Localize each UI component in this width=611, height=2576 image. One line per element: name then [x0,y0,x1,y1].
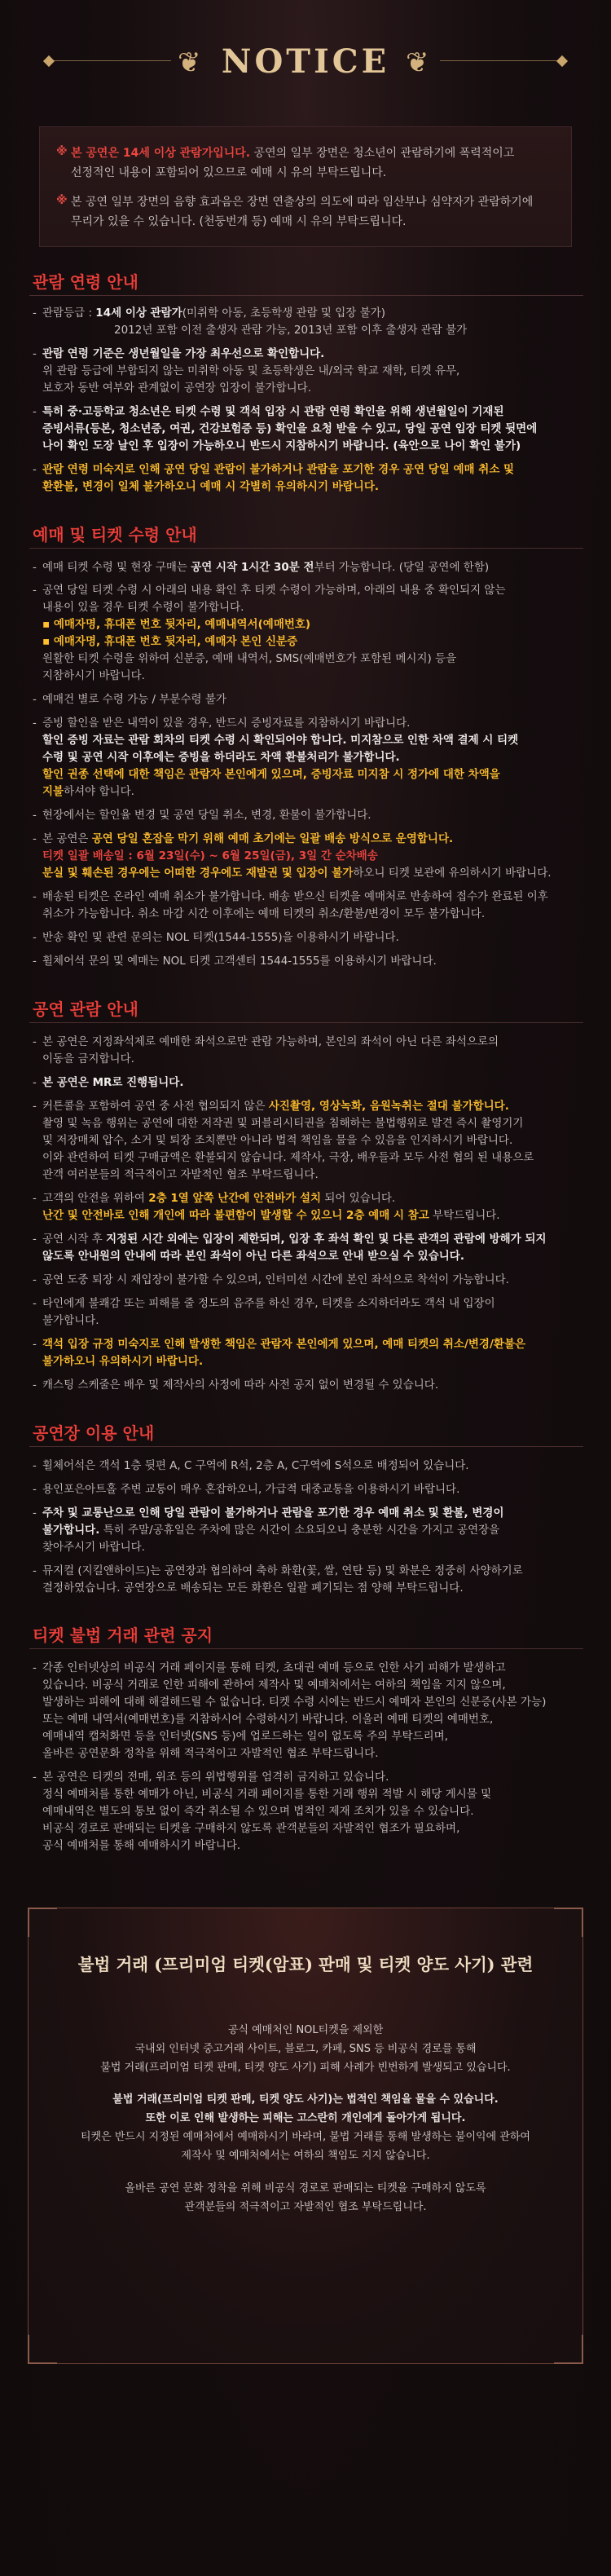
text-line: 예매내역은 별도의 통보 없이 즉각 취소될 수 있으며 법적인 제재 조치가 있을 수 있습니다. [42,1805,474,1818]
text-line: 증빙서류(등본, 청소년증, 여권, 건강보험증 등) 확인을 요청 받을 수 있고, 당일 공연 입장 티켓 뒷면에 [42,422,538,435]
text-line: - 각종 인터넷상의 비공식 거래 페이지를 통해 티켓, 초대권 예매 등으로 인한 사기 피해가 발생하고 [33,1661,506,1674]
text-line: 관객 여러분들의 적극적이고 자발적인 협조 부탁드립니다. [42,1168,319,1181]
text-line: - 본 공연은 지정좌석제로 예매한 좌석으로만 관람 가능하며, 본인의 좌석이 아닌 다른 좌석으로의 [33,1035,499,1048]
delivery-date-line: 티켓 일괄 배송일 : 6월 23일(수) ~ 6월 25일(금), 3일 간 순차배송 [42,849,378,862]
parking-line: - 주차 및 교통난으로 인해 당일 관람이 불가하거나 관람을 포기한 경우 예매 취소 및 환불, 변경이 [33,1506,504,1520]
divider [29,1648,583,1649]
pickup-time-line: - 예매 티켓 수령 및 현장 구매는 공연 시작 1시간 30분 전부터 가능합니다. (당일 공연에 한함) [33,561,490,574]
text-line: - 휠체어석은 객석 1층 뒷편 A, C 구역에 R석, 2층 A, C구역에 S석으로 배정되어 있습니다. [33,1459,469,1472]
note-mark: ※ [56,145,68,158]
text-line: - 휠체어석 문의 및 예매는 NOL 티켓 고객센터 1544-1555를 이용하시기 바랍니다. [33,955,437,968]
text-line: 및 저장매체 압수, 소거 및 퇴장 조치뿐만 아니라 법적 책임을 물을 수 있음을 인지하시기 바랍니다. [42,1134,513,1147]
section-title-venue: 공연장 이용 안내 [33,1423,155,1443]
age-warning-box [39,126,572,247]
warning-line: 무리가 있을 수 있습니다. (천둥번개 등) 예매 시 유의 부탁드립니다. [71,215,407,228]
text-line: 불가합니다. [42,1314,99,1327]
box-line: 국내외 인터넷 중고거래 사이트, 블로그, 카페, SNS 등 비공식 경로를 통해 [134,2043,477,2055]
text-line: 발생하는 피해에 대해 해결해드릴 수 없습니다. 티켓 수령 시에는 반드시 예매자 본인의 신분증(사본 가능) [42,1696,547,1709]
text-line: 난간 및 안전바로 인해 개인에 따라 불편함이 발생할 수 있으니 2층 예매 시 참고 부탁드립니다. [42,1209,500,1222]
pickup-option-2: ▪ 예매자명, 휴대폰 번호 뒷자리, 예매자 본인 신분증 [42,635,298,648]
text-line: 비공식 경로로 판매되는 티켓을 구매하지 않도록 관객분들의 자발적인 협조가 필요하며, [42,1822,460,1835]
text-line: 나이 확인 도장 날인 후 입장이 가능하오니 반드시 지참하시기 바랍니다. (육안으로 나이 확인 불가) [42,439,521,452]
id-required-line: - 특히 중·고등학교 청소년은 티켓 수령 및 객석 입장 시 관람 연령 확인을 위해 생년월일이 기재된 [33,405,504,418]
text-line: 보호자 동반 여부와 관계없이 공연장 입장이 불가합니다. [42,382,311,395]
text-line: 지참하시기 바랍니다. [42,669,145,682]
box-line: 올바른 공연 문화 정착을 위해 비공식 경로로 판매되는 티켓을 구매하지 않도록 [125,2182,486,2194]
text-line: 있습니다. 비공식 거래로 인한 피해에 관하여 제작사 및 예매처에서는 여하의 책임을 지지 않으며, [42,1678,506,1692]
box-line-bold: 불법 거래(프리미엄 티켓 판매, 티켓 양도 사기)는 법적인 책임을 물을 수 있습니다. [112,2093,499,2106]
warning-line: 본 공연 일부 장면의 음향 효과음은 장면 연출상의 의도에 따라 임산부나 심약자가 관람하기에 [71,196,534,209]
box-line: 불법 거래(프리미엄 티켓 판매, 티켓 양도 사기) 피해 사례가 빈번하게 발생되고 있습니다. [100,2062,511,2074]
page-title: NOTICE [221,42,390,81]
age-rating-line: - 관람등급 : 14세 이상 관람가(미취학 아동, 초등학생 관람 및 입장 불가) [33,307,385,320]
notice-header [0,0,611,135]
warning-line: 본 공연은 14세 이상 관람가입니다. 공연의 일부 장면은 청소년이 관람하기에 폭력적이고 [71,147,515,160]
section-title-booking: 예매 및 티켓 수령 안내 [33,525,197,545]
text-line: 분실 및 훼손된 경우에는 어떠한 경우에도 재발권 및 입장이 불가하오니 티켓 보관에 유의하시기 바랍니다. [42,867,552,880]
text-line: - 공연 도중 퇴장 시 재입장이 불가할 수 있으며, 인터미션 시간에 본인 좌석으로 착석이 가능합니다. [33,1273,509,1286]
text-line: - 예매건 별로 수령 가능 / 부분수령 불가 [33,693,226,706]
text-line: 이와 관련하여 티켓 구매금액은 환불되지 않습니다. 제작사, 극장, 배우들과 모두 사전 협의 된 내용으로 [42,1151,534,1164]
box-line: 관객분들의 적극적이고 자발적인 협조 부탁드립니다. [184,2201,427,2213]
box-line: 제작사 및 예매처에서는 여하의 책임도 지지 않습니다. [181,2150,430,2162]
note-mark: ※ [56,194,68,207]
text-line: - 증빙 할인을 받은 내역이 있을 경우, 반드시 증빙자료를 지참하시기 바랍니다. [33,717,411,730]
text-line: 위 관람 등급에 부합되지 않는 미취학 아동 및 초등학생은 내/외국 학교 재학, 티켓 유무, [42,364,460,377]
flourish-right-icon: ❦ [406,46,429,79]
text-line: - 배송된 티켓은 온라인 예매 취소가 불가합니다. 배송 받으신 티켓을 예매처로 반송하여 접수가 완료된 이후 [33,890,548,903]
text-line: - 현장에서는 할인율 변경 및 공연 당일 취소, 변경, 환불이 불가합니다. [33,809,371,822]
text-line: - 반송 확인 및 관련 문의는 NOL 티켓(1544-1555)을 이용하시기 바랍니다. [33,931,399,944]
corner-ornament-icon [28,2335,57,2364]
warning-line: 선정적인 내용이 포함되어 있으므로 예매 시 유의 부탁드립니다. [71,166,387,179]
text-line: - 용인포은아트홀 주변 교통이 매우 혼잡하오니, 가급적 대중교통을 이용하시기 바랍니다. [33,1483,460,1496]
divider [29,295,583,296]
text-line: 예매내역 캡처화면 등을 인터넷(SNS 등)에 업로드하는 일이 없도록 주의 부탁드리며, [42,1730,448,1743]
corner-ornament-icon [554,2335,583,2364]
text-line: - 뮤지컬 (지킬앤하이드)는 공연장과 협의하여 축하 화환(꽃, 쌀, 연탄 등) 및 화분은 정중히 사양하기로 [33,1564,523,1577]
safety-bar-line: - 고객의 안전을 위하여 2층 1열 앞쪽 난간에 안전바가 설치 되어 있습니다. [33,1192,396,1205]
flourish-left-icon: ❦ [178,46,201,79]
text-line: 불가하오니 유의하시기 바랍니다. [42,1355,204,1368]
text-line: - 공연 당일 티켓 수령 시 아래의 내용 확인 후 티켓 수령이 가능하며, 아래의 내용 중 확인되지 않는 [33,584,506,597]
box-line: 공식 예매처인 NOL티켓을 제외한 [227,2024,384,2036]
age-standard-line: - 관람 연령 기준은 생년월일을 가장 최우선으로 확인합니다. [33,347,325,360]
divider [29,1022,583,1023]
birth-year-line: 2012년 포함 이전 출생자 관람 가능, 2013년 포함 이후 출생자 관람 불가 [114,324,468,337]
mr-line: - 본 공연은 MR로 진행됩니다. [33,1076,184,1089]
section-title-illegal-trade: 티켓 불법 거래 관련 공지 [33,1625,213,1645]
text-line: 할인 증빙 자료는 관람 회차의 티켓 수령 시 확인되어야 합니다. 미지참으로 인한 차액 결제 시 티켓 [42,734,519,747]
text-line: 올바른 공연문화 정착을 위해 적극적이고 자발적인 협조 부탁드립니다. [42,1747,379,1760]
text-line: 정식 예매처를 통한 예매가 아닌, 비공식 거래 페이지를 통한 거래 행위 적발 시 해당 게시물 및 [42,1788,492,1801]
text-line: 내용이 있을 경우 티켓 수령이 불가합니다. [42,601,244,614]
text-line: 촬영 및 녹음 행위는 공연에 대한 저작권 및 퍼블리시티권을 침해하는 불법행위로 발견 즉시 촬영기기 [42,1117,524,1130]
corner-ornament-icon [554,1908,583,1937]
delivery-line: - 본 공연은 공연 당일 혼잡을 막기 위해 예매 초기에는 일괄 배송 방식으로 운영합니다. [33,832,454,845]
text-line: 할인 권종 선택에 대한 책임은 관람자 본인에게 있으며, 증빙자료 미지참 시 정가에 대한 차액을 [42,768,500,781]
text-line: 원활한 티켓 수령을 위하여 신분증, 예매 내역서, SMS(예매번호가 포함된 메시지) 등을 [42,652,457,665]
late-entry-line: - 공연 시작 후 지정된 시간 외에는 입장이 제한되며, 입장 후 좌석 확인 및 다른 관객의 관람에 방해가 되지 [33,1233,547,1246]
illegal-trade-box [28,1908,583,2364]
no-recording-line: - 커튼콜을 포함하여 공연 중 사전 협의되지 않은 사진촬영, 영상녹화, 음원녹취는 절대 불가합니다. [33,1100,509,1113]
pickup-option-1: ▪ 예매자명, 휴대폰 번호 뒷자리, 예매내역서(예매번호) [42,618,311,631]
text-line: - 캐스팅 스케줄은 배우 및 제작사의 사정에 따라 사전 공지 없이 변경될 수 있습니다. [33,1378,439,1392]
text-line: - 타인에게 불쾌감 또는 피해를 줄 정도의 음주를 하신 경우, 티켓을 소지하더라도 객석 내 입장이 [33,1297,495,1310]
box-title: 불법 거래 (프리미엄 티켓(암표) 판매 및 티켓 양도 사기) 관련 [77,1955,534,1974]
text-line: 또는 예매 내역서(예매번호)를 지참하시어 수령하시기 바랍니다. 이울러 예매 티켓의 예매번호, [42,1713,494,1726]
text-line: 공식 예매처를 통해 예매하시기 바랍니다. [42,1839,241,1852]
box-line-bold: 또한 이로 인해 발생하는 피해는 고스란히 개인에게 돌아가게 됩니다. [145,2112,466,2124]
text-line: 찾아주시기 바랍니다. [42,1541,145,1554]
divider [29,548,583,549]
text-line: 취소가 가능합니다. 취소 마감 시간 이후에는 예매 티켓의 취소/환불/변경이 모두 불가합니다. [42,907,486,920]
text-line: 이동을 금지합니다. [42,1052,134,1065]
text-line: 않도록 안내원의 안내에 따라 본인 좌석이 아닌 다른 좌석으로 안내 받으실 수 있습니다. [42,1250,464,1263]
text-line: - 본 공연은 티켓의 전매, 위조 등의 위법행위를 엄격히 금지하고 있습니다. [33,1771,389,1784]
section-title-age: 관람 연령 안내 [33,272,138,292]
section-title-viewing: 공연 관람 안내 [33,999,138,1019]
divider [29,1446,583,1447]
no-refund-line: - 관람 연령 미숙지로 인해 공연 당일 관람이 불가하거나 관람을 포기한 경우 공연 당일 예매 취소 및 [33,463,515,476]
text-line: 수령 및 공연 시작 이후에는 증빙을 하더라도 차액 환불처리가 불가합니다. [42,751,400,764]
text-line: - 객석 입장 규정 미숙지로 인해 발생한 책임은 관람자 본인에게 있으며, 예매 티켓의 취소/변경/환불은 [33,1338,526,1351]
box-line: 티켓은 반드시 지정된 예매처에서 예매하시기 바라며, 불법 거래를 통해 발생하는 불이익에 관하여 [81,2131,530,2143]
corner-ornament-icon [28,1908,57,1937]
text-line: 환환불, 변경이 일체 불가하오니 예매 시 각별히 유의하시기 바랍니다. [42,480,380,493]
text-line: 결정하였습니다. 공연장으로 배송되는 모든 화환은 일괄 폐기되는 점 양해 부탁드립니다. [42,1581,464,1595]
text-line: 불가합니다. 특히 주말/공휴일은 주차에 많은 시간이 소요되오니 충분한 시간을 가지고 공연장을 [42,1524,500,1537]
text-line: 지불하셔야 합니다. [42,785,134,798]
